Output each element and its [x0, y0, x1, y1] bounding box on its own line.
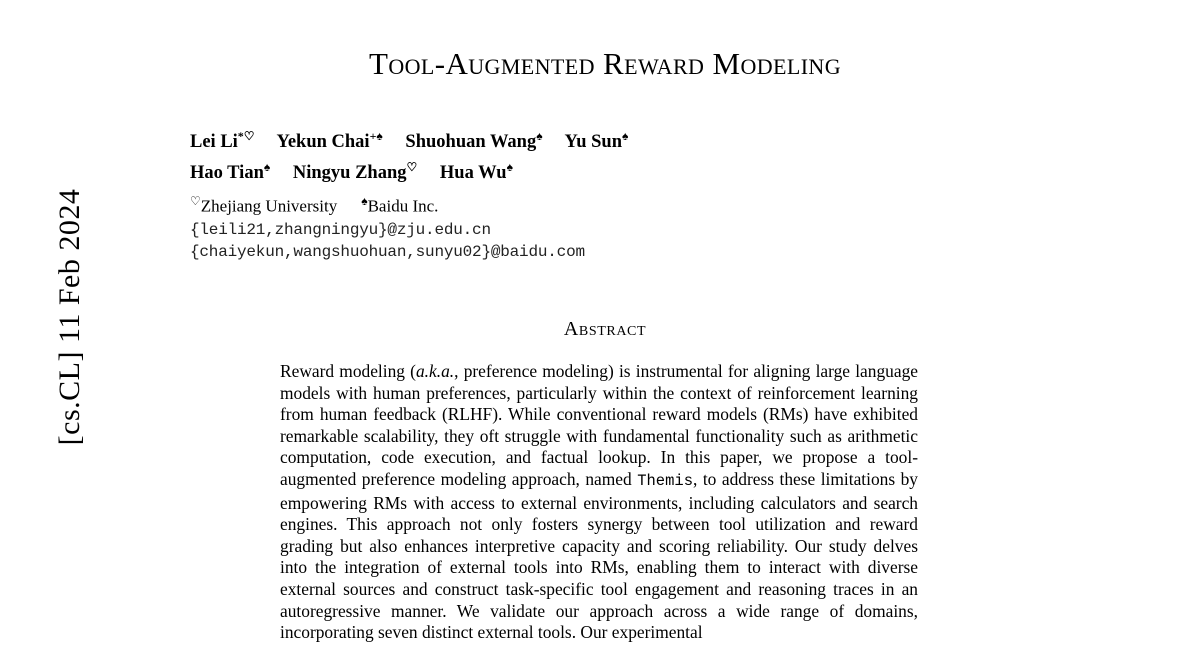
abstract-model-name: Themis — [637, 471, 694, 490]
affiliation-mark: ♡ — [190, 194, 201, 209]
author-affiliation-mark: +♠ — [369, 129, 383, 143]
author-name: Hao Tian — [190, 163, 264, 184]
author-affiliation-mark: ♠ — [506, 160, 513, 175]
author-name: Ningyu Zhang — [292, 163, 407, 184]
abstract-seg-5: , to address these limitations by empowering RMs with access to external environments, including calculators and search engines. This approach not only fosters synergy between tool utilization and reward grading but also enhances interpretive capacity and scoring reliability. Our study delves into the integration of external tools into RMs, enabling them to interact with diverse external sources and construct task-specific tool engagement and reasoning traces in an autoregressive manner. We validate our approach across a wide range of domains, incorporating seven distinct external tools. Our experimental — [280, 468, 918, 643]
author-name: Lei Li — [190, 132, 238, 153]
abstract-seg-3: , preference modeling) is instrumental for aligning large language models with human preferences, particularly within the context of reinforcement learning from human feedback (RLHF). While conventional reward models (RMs) have exhibited remarkable scalability, they oft struggle with fundamental functionality such as arithmetic computation, code execution, and factual lookup. In this paper, we propose a tool-augmented preference modeling approach, named — [280, 360, 918, 489]
abstract-heading: Abstract — [563, 317, 647, 340]
arxiv-stamp — [0, 0, 90, 648]
abstract-seg-italic: a.k.a. — [415, 360, 455, 381]
author-line-2 — [190, 155, 1020, 186]
page-title: Tool-Augmented Reward Modeling — [369, 46, 841, 81]
author-line-1 — [190, 124, 1020, 155]
arxiv-stamp-text: [cs.CL] 11 Feb 2024 — [53, 188, 86, 446]
affiliation-name: Zhejiang University — [200, 196, 338, 216]
author-affiliation-mark: ♠ — [536, 129, 543, 143]
email-line-2: {chaiyekun,wangshuohuan,sunyu02}@baidu.com — [190, 243, 585, 262]
author-name: Yu Sun — [564, 132, 622, 153]
author-name: Hua Wu — [439, 163, 507, 184]
affiliation-name: Baidu Inc. — [367, 196, 439, 216]
abstract-text — [280, 361, 918, 644]
author-affiliation-mark: ♠ — [622, 129, 629, 143]
email-line-1: {leili21,zhangningyu}@zju.edu.cn — [190, 220, 491, 239]
affiliation-mark: ♠ — [361, 194, 368, 209]
author-block — [190, 124, 1020, 264]
author-affiliation-mark: ♠ — [263, 160, 271, 175]
author-name: Yekun Chai — [276, 132, 370, 153]
author-name: Shuohuan Wang — [405, 132, 537, 153]
author-affiliation-mark: ♡ — [406, 160, 418, 175]
paper-page — [90, 0, 1200, 648]
author-affiliation-mark: *♡ — [237, 129, 255, 143]
affiliation-line — [190, 189, 1020, 219]
abstract-seg-1: Reward modeling ( — [280, 360, 416, 381]
